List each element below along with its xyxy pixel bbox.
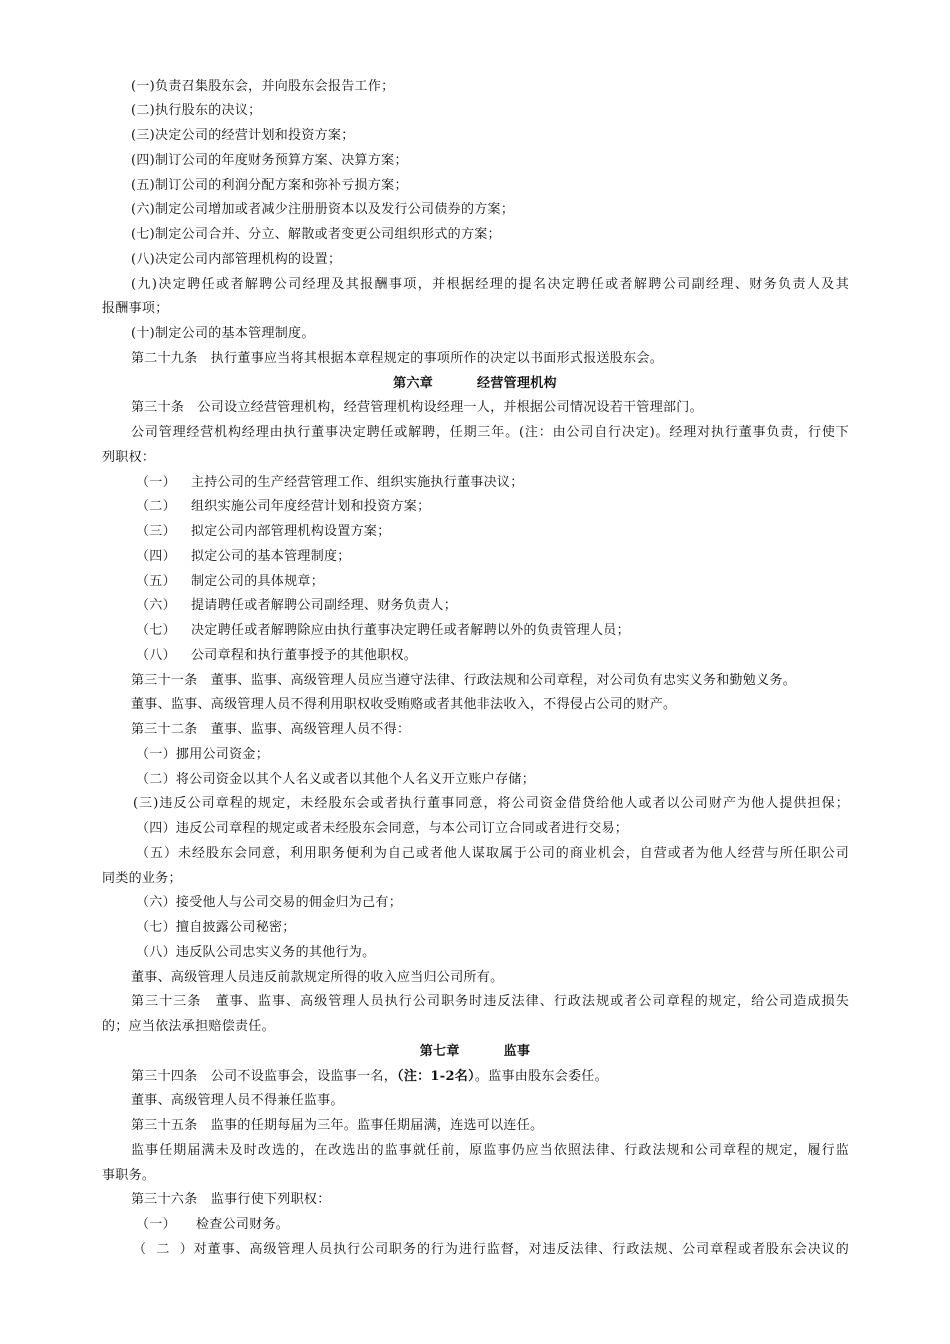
list-item: （四） 拟定公司的基本管理制度； bbox=[136, 549, 351, 564]
text-line: 第二十九条 执行董事应当将其根据本章程规定的事项所作的决定以书面形式报送股东会。 bbox=[131, 351, 664, 366]
text-line: (六)制定公司增加或者减少注册册资本以及发行公司债券的方案； bbox=[131, 202, 515, 217]
text-line: （二）将公司资金以其个人名义或者以其他个人名义开立账户存储； bbox=[136, 772, 536, 787]
text-line: 报酬事项； bbox=[102, 301, 169, 316]
text-line: 第三十一条 董事、监事、高级管理人员应当遵守法律、行政法规和公司章程，对公司负有忠实义务和勤勉义务。 bbox=[131, 673, 797, 688]
text-line: (三)决定公司的经营计划和投资方案； bbox=[131, 128, 355, 143]
text-line: （五）未经股东会同意，利用职务便利为自己或者他人谋取属于公司的商业机会，自营或者为他人经营与所任职公司 bbox=[136, 846, 849, 861]
text-line: 列职权： bbox=[102, 450, 156, 465]
list-item: （七） 决定聘任或者解聘除应由执行董事决定聘任或者解聘以外的负责管理人员； bbox=[136, 623, 630, 638]
text-line: 的；应当依法承担赔偿责任。 bbox=[102, 1019, 275, 1034]
text-line: 监事任期届满未及时改选的，在改选出的监事就任前，原监事仍应当依照法律、行政法规和公司章程的规定，履行监 bbox=[131, 1143, 849, 1158]
note: （注：1-2名） bbox=[397, 1069, 475, 1084]
chapter-title: 监事 bbox=[503, 1044, 531, 1059]
text-line: 董事、高级管理人员违反前款规定所得的收入应当归公司所有。 bbox=[131, 970, 504, 985]
list-item: （一） 检查公司财务。 bbox=[136, 1217, 290, 1232]
text-line: 董事、监事、高级管理人员不得利用职权收受贿赂或者其他非法收入，不得侵占公司的财产。 bbox=[131, 697, 677, 712]
text-line: (九)决定聘任或者解聘公司经理及其报酬事项，并根据经理的提名决定聘任或者解聘公司副经理、财务负责人及其 bbox=[131, 277, 849, 292]
text-line: (四)制订公司的年度财务预算方案、决算方案； bbox=[131, 153, 408, 168]
list-item: （八） 公司章程和执行董事授予的其他职权。 bbox=[136, 648, 418, 663]
text-line: （七）擅自披露公司秘密； bbox=[136, 920, 296, 935]
chapter-heading bbox=[0, 375, 950, 393]
text-line: 公司管理经营机构经理由执行董事决定聘任或解聘，任期三年。(注：由公司自行决定)。经理对执行董事负责，行使下 bbox=[131, 425, 849, 440]
text-line: （六）接受他人与公司交易的佣金归为己有； bbox=[136, 895, 403, 910]
text-line: （一）挪用公司资金； bbox=[136, 747, 270, 762]
chapter-number: 第六章 bbox=[393, 376, 434, 391]
text-line: 第三十二条 董事、监事、高级管理人员不得： bbox=[131, 722, 411, 737]
chapter-title: 经营管理机构 bbox=[477, 376, 557, 391]
text-line: (一)负责召集股东会，并向股东会报告工作； bbox=[131, 79, 395, 94]
text-line: (五)制订公司的利润分配方案和弥补亏损方案； bbox=[131, 178, 408, 193]
list-item: （五） 制定公司的具体规章； bbox=[136, 574, 325, 589]
text-line: (八)决定公司内部管理机构的设置； bbox=[131, 252, 342, 267]
list-item: （六） 提请聘任或者解聘公司副经理、财务负责人； bbox=[136, 598, 458, 613]
text-line: 同类的业务； bbox=[102, 871, 182, 886]
chapter-number: 第七章 bbox=[419, 1044, 460, 1059]
list-item: （二） 组织实施公司年度经营计划和投资方案； bbox=[136, 499, 431, 514]
text-line: 第三十条 公司设立经营管理机构，经营管理机构设经理一人，并根据公司情况设若干管理部门。 bbox=[131, 400, 703, 415]
text-line: 董事、高级管理人员不得兼任监事。 bbox=[131, 1093, 344, 1108]
text-line: 第三十三条 董事、监事、高级管理人员执行公司职务时违反法律、行政法规或者公司章程的规定，给公司造成损失 bbox=[131, 994, 849, 1009]
list-item: （三） 拟定公司内部管理机构设置方案； bbox=[136, 524, 391, 539]
text-line: 第三十五条 监事的任期每届为三年。监事任期届满，连选可以连任。 bbox=[131, 1118, 544, 1133]
list-item: （一） 主持公司的生产经营管理工作、组织实施执行董事决议； bbox=[136, 475, 524, 490]
text-line: (二)执行股东的决议； bbox=[131, 103, 262, 118]
text-line: 第三十六条 监事行使下列职权： bbox=[131, 1192, 331, 1207]
text-line: (七)制定公司合并、分立、解散或者变更公司组织形式的方案； bbox=[131, 227, 501, 242]
text-line: 事职务。 bbox=[102, 1168, 156, 1183]
text-line: (十)制定公司的基本管理制度。 bbox=[131, 326, 315, 341]
article-34: 第三十四条 公司不设监事会，设监事一名，（注：1-2名）。监事由股东会委任。 bbox=[131, 1069, 608, 1084]
list-item: （二）对董事、高级管理人员执行公司职务的行为进行监督，对违反法律、行政法规、公司章程或者股东会决议的 bbox=[133, 1242, 849, 1257]
text-line: （八）违反队公司忠实义务的其他行为。 bbox=[136, 945, 376, 960]
chapter-heading bbox=[0, 1043, 950, 1061]
text-line: （四）违反公司章程的规定或者未经股东会同意，与本公司订立合同或者进行交易； bbox=[136, 821, 629, 836]
text-line: (三)违反公司章程的规定，未经股东会或者执行董事同意，将公司资金借贷给他人或者以公司财产为他人提供担保； bbox=[133, 796, 849, 811]
